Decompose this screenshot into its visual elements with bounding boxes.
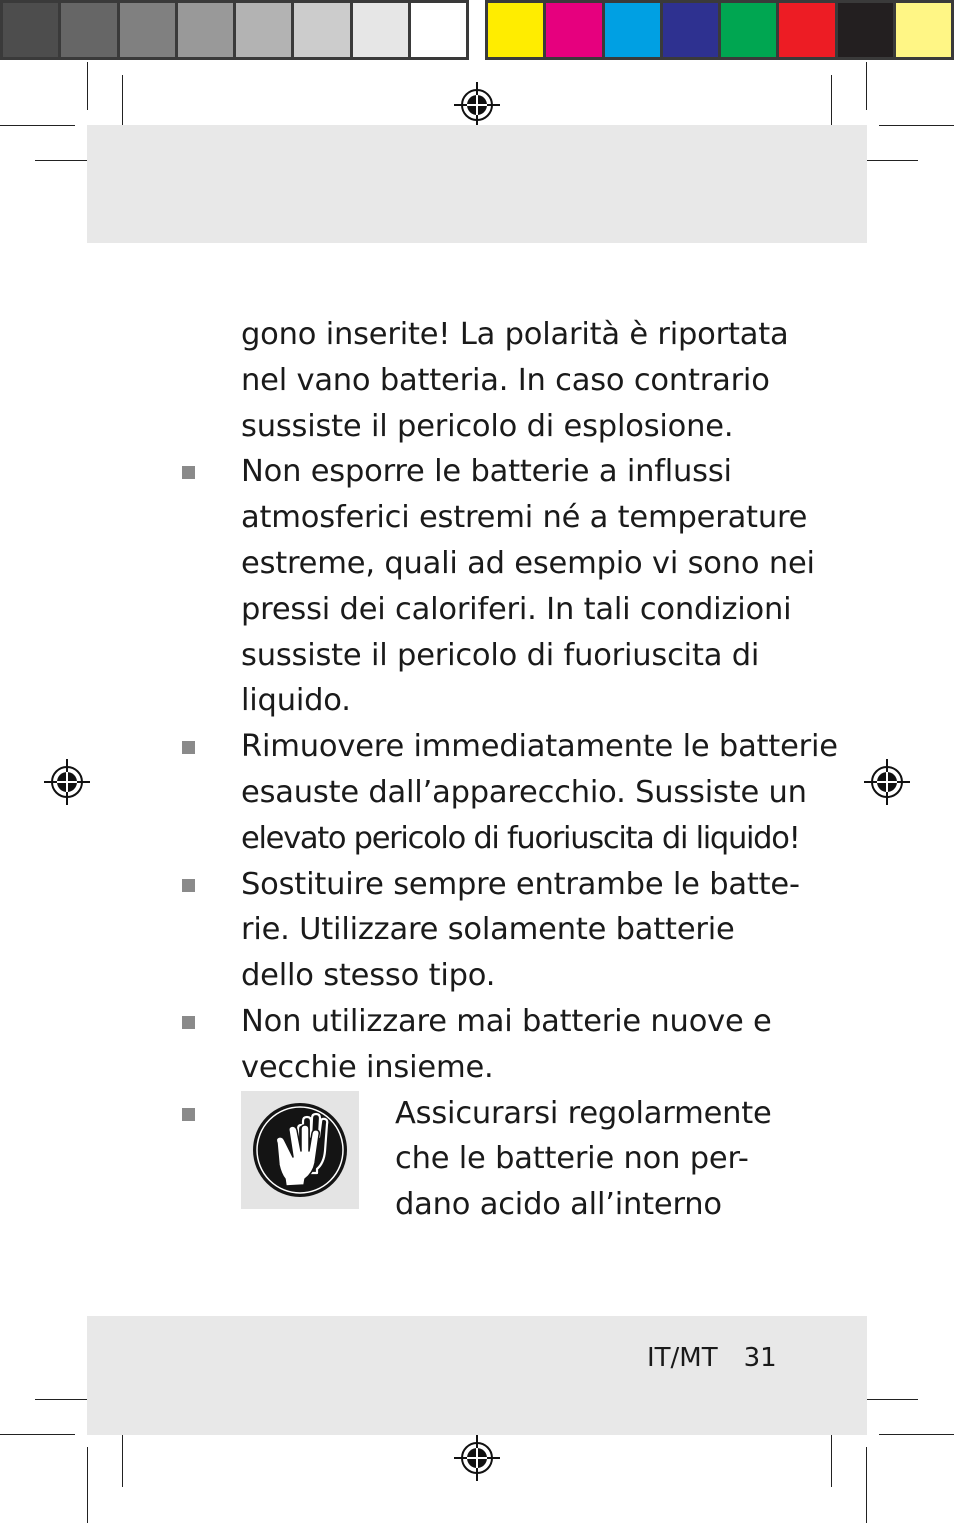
list-item (0, 862, 801, 999)
crop-mark (879, 1434, 954, 1435)
gray-swatch (178, 3, 233, 57)
crop-mark (0, 1434, 75, 1435)
text-line: nel vano batteria. In caso contrario (241, 362, 770, 398)
text-line: gono inserite! La polarità è riportata (241, 317, 789, 352)
text-line: Assicurarsi regolarmente (395, 1095, 772, 1131)
gray-swatch (3, 3, 58, 57)
crop-mark (87, 1447, 88, 1523)
crop-mark (879, 125, 954, 126)
text-line: Rimuovere immediatamente le batterie (241, 729, 838, 765)
crop-mark (866, 62, 867, 110)
text-line: dano acido all’interno (395, 1187, 722, 1223)
text-line: pressi dei caloriferi. In tali condizioni (241, 591, 792, 627)
list-item (0, 449, 815, 724)
text-line: dello stesso tipo. (241, 958, 496, 994)
text-line: liquido. (241, 683, 351, 719)
square-bullet-icon (182, 1108, 195, 1121)
text-line: estreme, quali ad esempio vi sono nei (241, 545, 815, 581)
list-item (0, 999, 801, 1091)
gray-swatch (411, 3, 466, 57)
grayscale-calibration-bar (0, 0, 469, 60)
gray-swatch (294, 3, 349, 57)
list-item-with-icon (0, 1091, 954, 1231)
text-line: Non esporre le batterie a influssi (241, 454, 732, 490)
glove-instruction-text (395, 1091, 772, 1228)
text-line: rie. Utilizzare solamente batterie (241, 912, 735, 948)
color-swatch-cyan (605, 3, 660, 57)
text-line: elevato pericolo di fuoriuscita di liquido! (241, 820, 800, 856)
color-swatch-green (721, 3, 776, 57)
list-item (0, 724, 838, 861)
gray-swatch (353, 3, 408, 57)
square-bullet-icon (182, 1016, 195, 1029)
text-line: Sostituire sempre entrambe le batte- (241, 866, 800, 902)
crop-mark (866, 1447, 867, 1523)
color-swatch-light-yellow (896, 3, 951, 57)
color-swatch-yellow (488, 3, 543, 57)
square-bullet-icon (182, 466, 195, 479)
color-swatch-magenta (546, 3, 601, 57)
header-band (87, 125, 867, 243)
gray-swatch (236, 3, 291, 57)
language-code: IT/MT (647, 1343, 718, 1373)
text-line: vecchie insieme. (241, 1049, 494, 1085)
gray-swatch (61, 3, 116, 57)
crop-mark (87, 62, 88, 110)
text-line: esauste dall’apparecchio. Sussiste un (241, 774, 807, 810)
registration-mark-icon (452, 80, 502, 130)
page-number: 31 (743, 1343, 777, 1373)
square-bullet-icon (182, 741, 195, 754)
text-line: sussiste il pericolo di esplosione. (241, 408, 734, 444)
text-line: sussiste il pericolo di fuoriuscita di (241, 637, 760, 673)
page-footer (647, 1340, 777, 1376)
text-line: che le batterie non per- (395, 1141, 749, 1177)
color-calibration-bar (485, 0, 954, 60)
continuation-paragraph (0, 312, 801, 449)
color-swatch-red (779, 3, 834, 57)
color-swatch-black (838, 3, 893, 57)
registration-mark-icon (452, 1433, 502, 1483)
square-bullet-icon (182, 879, 195, 892)
text-line: Non utilizzare mai batterie nuove e (241, 1003, 772, 1039)
gray-swatch (120, 3, 175, 57)
color-swatch-blue (663, 3, 718, 57)
safety-instructions (0, 312, 954, 1231)
text-line: atmosferici estremi né a temperature (241, 500, 808, 536)
crop-mark (0, 125, 75, 126)
protective-gloves-icon (241, 1091, 359, 1209)
